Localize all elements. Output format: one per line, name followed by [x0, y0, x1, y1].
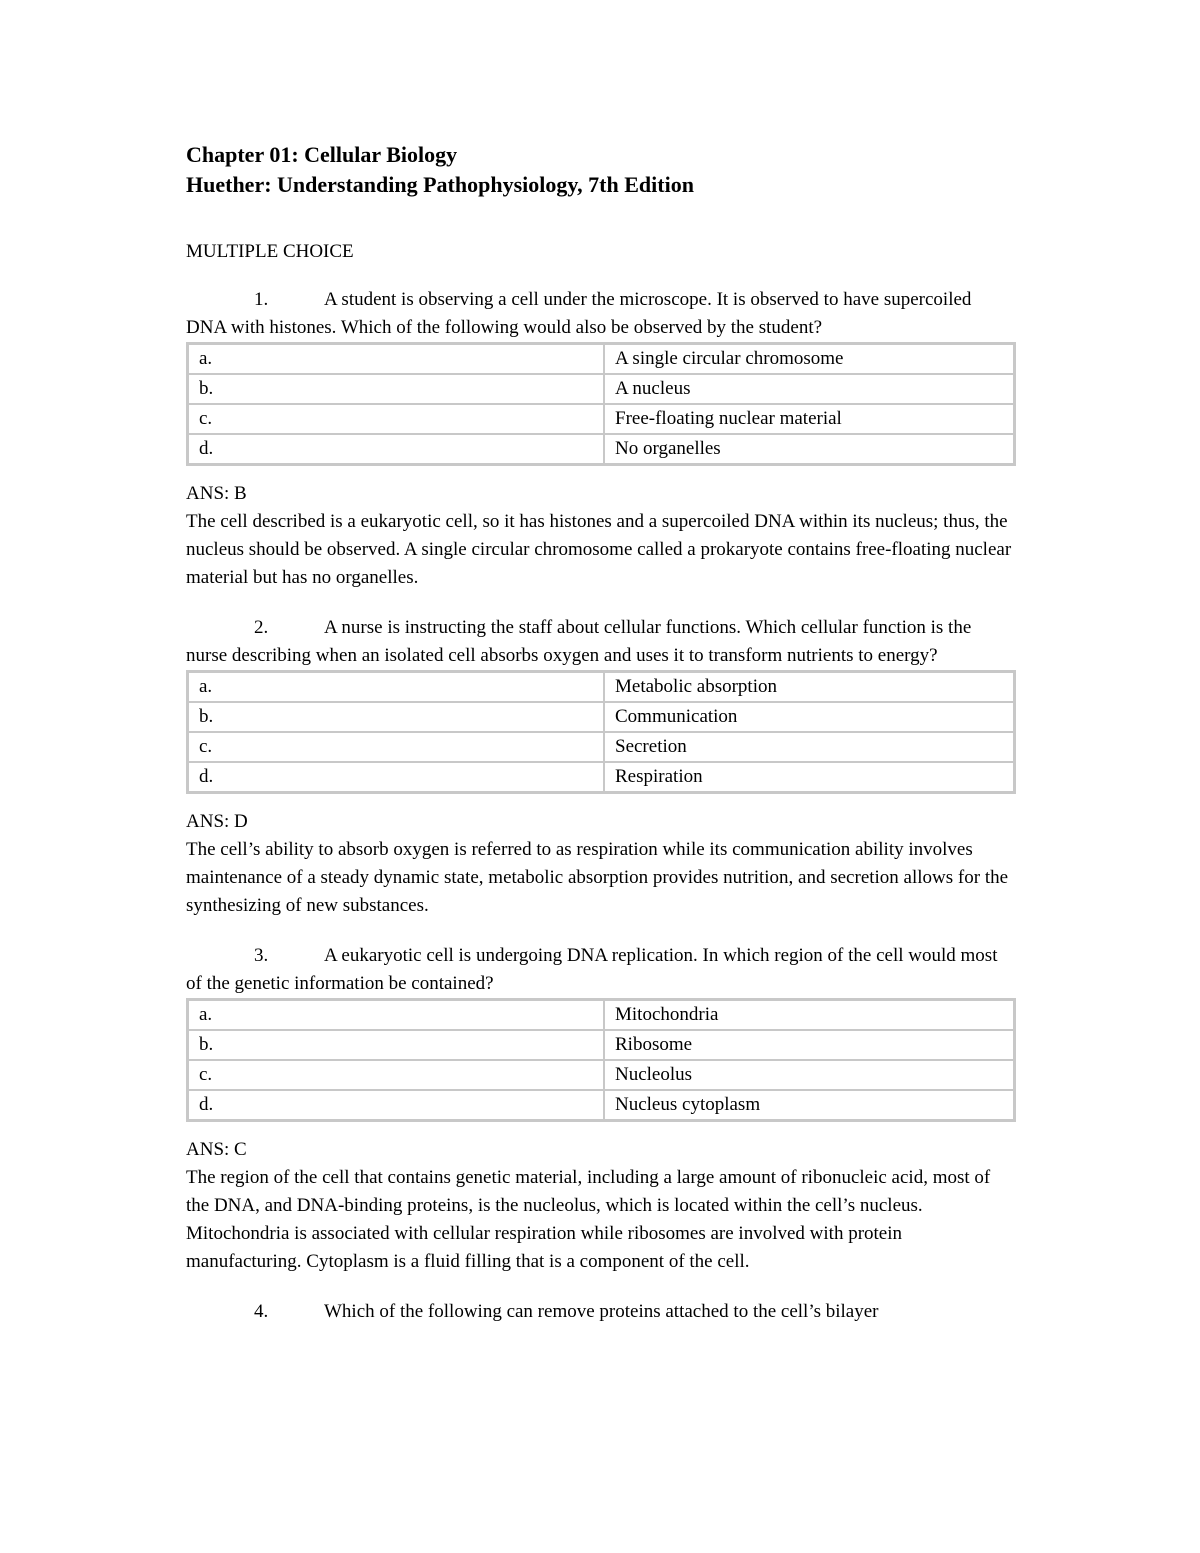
- answer-key: ANS: B: [186, 483, 247, 504]
- choices-table: [186, 342, 1016, 466]
- question-stem: [186, 1298, 1016, 1326]
- choice-row[interactable]: [188, 1060, 1015, 1090]
- question-lead: A student is observing a cell under the microscope. It is observed to have: [324, 289, 880, 310]
- choice-text: No organelles: [604, 434, 1015, 465]
- choice-text: A single circular chromosome: [604, 344, 1015, 375]
- question-lead: A nurse is instructing the staff about cellular functions. Which cellular: [324, 617, 858, 638]
- choice-letter: c.: [188, 404, 605, 434]
- question-2: [186, 614, 1016, 920]
- answer-key: ANS: D: [186, 811, 248, 832]
- choice-letter: b.: [188, 1030, 605, 1060]
- choice-row[interactable]: [188, 762, 1015, 793]
- question-lead: Which of the following can remove proteins attached to the cell’s bilayer: [324, 1301, 879, 1322]
- choice-text: A nucleus: [604, 374, 1015, 404]
- question-stem: [186, 286, 1016, 342]
- question-rest: cell would most of the genetic information be contained?: [186, 945, 998, 994]
- question-stem: [186, 614, 1016, 670]
- choice-row[interactable]: [188, 732, 1015, 762]
- question-number: 3.: [254, 945, 269, 966]
- choice-row[interactable]: [188, 374, 1015, 404]
- choice-letter: a.: [188, 1000, 605, 1031]
- question-number: 2.: [254, 617, 269, 638]
- choice-letter: d.: [188, 762, 605, 793]
- question-rest: function is the nurse describing when an isolated cell absorbs oxygen and uses it to transform nutrients to energy?: [186, 617, 972, 666]
- choice-letter: d.: [188, 1090, 605, 1121]
- choice-letter: b.: [188, 374, 605, 404]
- choices-table: [186, 670, 1016, 794]
- choice-row[interactable]: [188, 434, 1015, 465]
- question-1: [186, 286, 1016, 592]
- question-3: [186, 942, 1016, 1276]
- choice-text: Mitochondria: [604, 1000, 1015, 1031]
- choice-letter: a.: [188, 672, 605, 703]
- book-title: Huether: Understanding Pathophysiology, 7th Edition: [186, 172, 694, 197]
- choice-letter: a.: [188, 344, 605, 375]
- rationale: The cell described is a eukaryotic cell, so it has histones and a supercoiled DNA within its nucleus; thus, the nucleus should be observed. A single circular chromosome called a prokaryote contains free-floating nuclear material but has no organelles.: [186, 511, 1012, 588]
- question-lead: A eukaryotic cell is undergoing DNA replication. In which region of the: [324, 945, 872, 966]
- rationale: The cell’s ability to absorb oxygen is referred to as respiration while its communication ability involves maintenance of a steady dynamic state, metabolic absorption provides nutrition, and secretion allows for the synthesizing of new substances.: [186, 839, 1009, 916]
- choice-text: Respiration: [604, 762, 1015, 793]
- choice-letter: d.: [188, 434, 605, 465]
- choice-text: Communication: [604, 702, 1015, 732]
- choice-row[interactable]: [188, 1000, 1015, 1031]
- choice-text: Free-floating nuclear material: [604, 404, 1015, 434]
- rationale: The region of the cell that contains genetic material, including a large amount of ribonucleic acid, most of the DNA, and DNA-binding proteins, is the nucleolus, which is located within the cell’s nucleus. Mitochondria is associated with cellular respiration while ribosomes are involved with protein manufacturing. Cytoplasm is a fluid filling that is a component of the cell.: [186, 1167, 991, 1272]
- choice-letter: b.: [188, 702, 605, 732]
- question-rest: supercoiled DNA with histones. Which of the following would also be observed by the student?: [186, 289, 972, 338]
- question-4: [186, 1298, 1016, 1326]
- choice-text: Metabolic absorption: [604, 672, 1015, 703]
- choice-row[interactable]: [188, 702, 1015, 732]
- choice-text: Nucleus cytoplasm: [604, 1090, 1015, 1121]
- choice-row[interactable]: [188, 404, 1015, 434]
- choice-letter: c.: [188, 732, 605, 762]
- choice-text: Ribosome: [604, 1030, 1015, 1060]
- question-number: 4.: [254, 1301, 269, 1322]
- choice-letter: c.: [188, 1060, 605, 1090]
- page-content: [186, 140, 1016, 1326]
- answer-key: ANS: C: [186, 1139, 247, 1160]
- choice-text: Nucleolus: [604, 1060, 1015, 1090]
- question-number: 1.: [254, 289, 269, 310]
- choice-row[interactable]: [188, 672, 1015, 703]
- section-heading: MULTIPLE CHOICE: [186, 241, 354, 262]
- choice-row[interactable]: [188, 1030, 1015, 1060]
- choices-table: [186, 998, 1016, 1122]
- choice-row[interactable]: [188, 1090, 1015, 1121]
- choice-text: Secretion: [604, 732, 1015, 762]
- question-stem: [186, 942, 1016, 998]
- chapter-title: Chapter 01: Cellular Biology: [186, 142, 458, 167]
- choice-row[interactable]: [188, 344, 1015, 375]
